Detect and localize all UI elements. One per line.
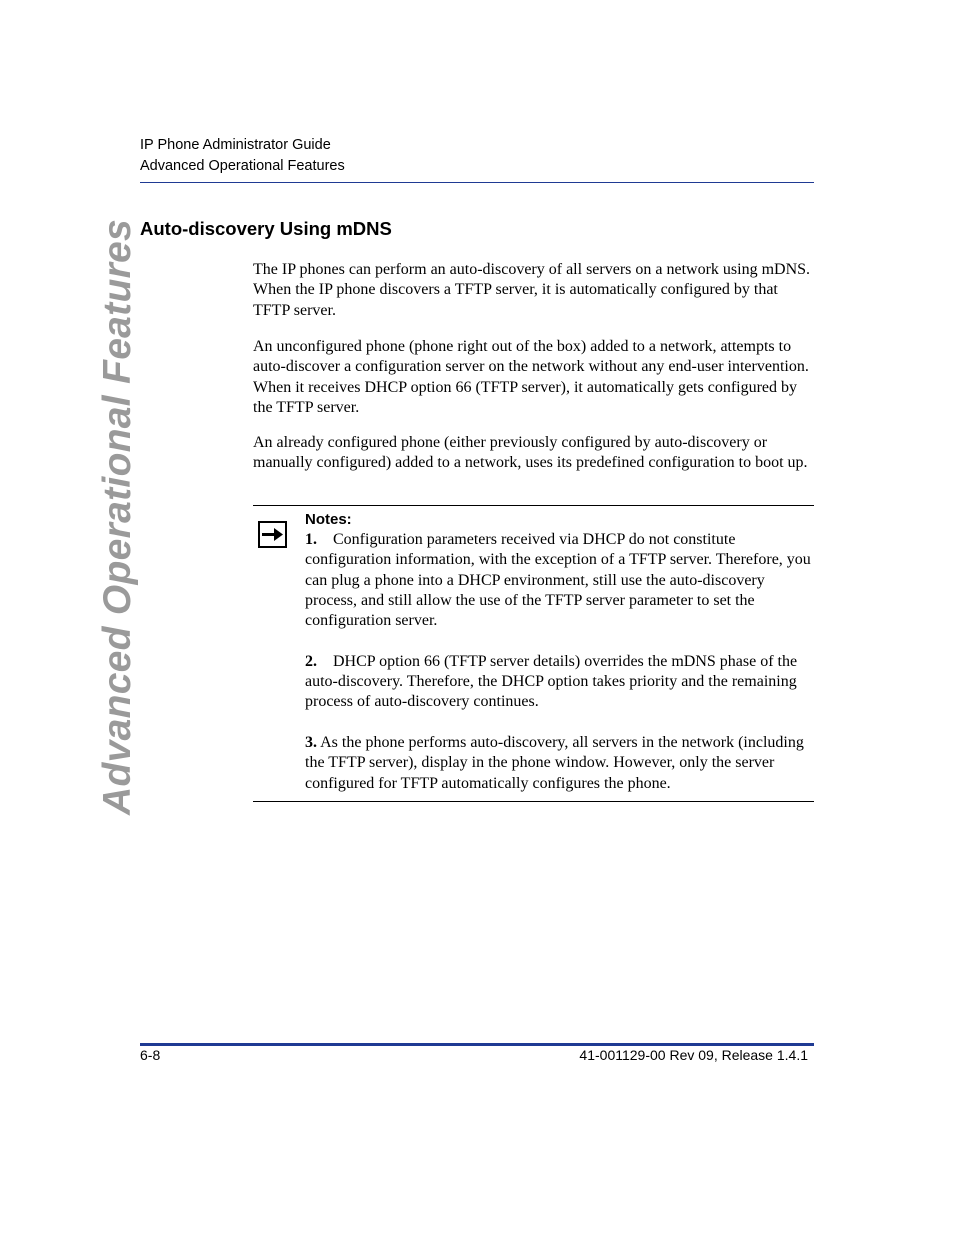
note-text: Configuration parameters received via DHCP do not constitute configuration information, with the exception of a TFTP server. Therefore, you can plug a phone into a DHCP environment, still use the auto-discovery process, and still allow the use of the TFTP server parameter to set the configuration server. <box>305 531 811 630</box>
notes-box <box>305 509 815 794</box>
note-separator <box>317 653 333 670</box>
note-item <box>305 733 815 794</box>
body-paragraph: An already configured phone (either previously configured by auto-discovery or manually configured) added to a network, uses its predefined configuration to boot up. <box>253 434 808 472</box>
footer-rule <box>140 1043 814 1046</box>
chapter-side-tab: Advanced Operational Features <box>96 218 139 815</box>
header-chapter-title: Advanced Operational Features <box>140 158 345 174</box>
body-paragraph: The IP phones can perform an auto-discovery of all servers on a network using mDNS. When the IP phone discovers a TFTP server, it is automatically configured by that TFTP server. <box>253 261 811 319</box>
note-number: 2. <box>305 652 317 670</box>
body-paragraph: An unconfigured phone (phone right out of the box) added to a network, attempts to auto-discover a configuration server on the network without any end-user intervention. When it receives DHCP option 66 (TFTP server), it automatically gets configured by the TFTP server. <box>253 338 809 416</box>
note-bottom-rule <box>253 801 814 802</box>
note-top-rule <box>253 505 814 506</box>
note-text: As the phone performs auto-discovery, all servers in the network (including the TFTP server), display in the phone window. However, only the server configured for TFTP automatically configures the phone. <box>305 733 804 792</box>
section-heading: Auto-discovery Using mDNS <box>140 218 392 239</box>
header-guide-title: IP Phone Administrator Guide <box>140 137 331 153</box>
running-header <box>140 135 345 177</box>
note-text: DHCP option 66 (TFTP server details) overrides the mDNS phase of the auto-discovery. Therefore, the DHCP option takes priority and the remaining process of auto-discovery continues. <box>305 652 798 711</box>
document-revision: 41-001129-00 Rev 09, Release 1.4.1 <box>579 1047 808 1063</box>
arrow-right-icon <box>258 521 287 548</box>
note-item <box>305 652 815 713</box>
note-item <box>305 530 815 631</box>
notes-label: Notes: <box>305 511 352 528</box>
page-number: 6-8 <box>140 1047 161 1063</box>
note-number: 3. <box>305 733 317 751</box>
header-rule <box>140 182 814 183</box>
note-separator <box>317 531 333 548</box>
note-number: 1. <box>305 531 317 548</box>
